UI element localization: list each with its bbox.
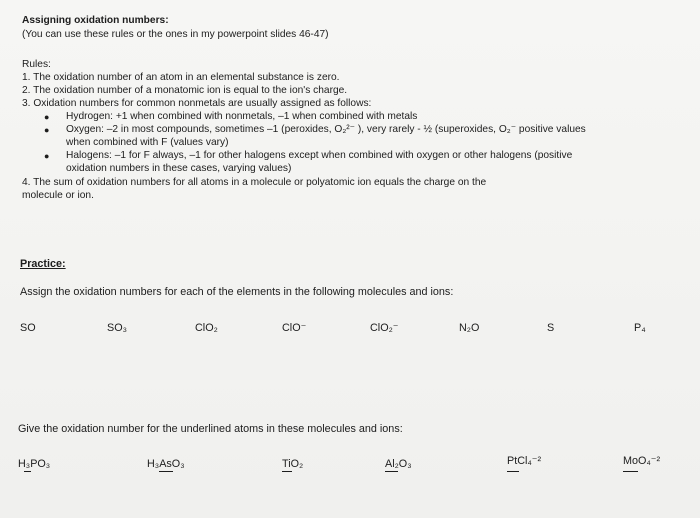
rule-4-continued: molecule or ion. (22, 190, 94, 201)
underlined-formula-moo4: MoO₄⁻² (623, 455, 661, 467)
practice-formula-s: S (547, 322, 555, 334)
practice-formula-so: SO (20, 322, 36, 334)
practice-formula-p4: P₄ (634, 322, 646, 334)
underline-ti (282, 471, 292, 472)
underlined-formula-h3aso3: H₃AsO₃ (147, 458, 185, 470)
rule-3-hydrogen: Hydrogen: +1 when combined with nonmetals, –1 when combined with metals (66, 111, 418, 122)
practice-formula-clo2: ClO₂ (195, 322, 218, 334)
rule-3-oxygen: Oxygen: –2 in most compounds, sometimes –1 (peroxides, O₂²⁻ ), very rarely - ½ (superoxides, O₂⁻ positive values (66, 124, 586, 135)
practice-formula-n2o: N₂O (459, 322, 480, 334)
rule-2: 2. The oxidation number of a monatomic ion is equal to the ion's charge. (22, 85, 348, 96)
worksheet-note: (You can use these rules or the ones in my powerpoint slides 46-47) (22, 29, 329, 40)
rule-3-halogens: Halogens: –1 for F always, –1 for other halogens except when combined with oxygen or other halogens (positive (66, 150, 573, 161)
rule-4: 4. The sum of oxidation numbers for all atoms in a molecule or polyatomic ion equals the charge on the (22, 177, 487, 188)
bullet-halogens: ● (44, 151, 50, 161)
underline-as (159, 471, 173, 472)
underlined-formula-h3po3 (18, 458, 50, 470)
bullet-oxygen: ● (44, 125, 50, 135)
rule-3: 3. Oxidation numbers for common nonmetals are usually assigned as follows: (22, 98, 372, 109)
underline-al (385, 471, 398, 472)
underlined-formula-ptcl4: PtCl₄⁻² (507, 455, 542, 467)
formula-h3po3-text: H₃PO₃ (18, 458, 51, 470)
underline-p (24, 471, 31, 472)
practice-heading: Practice: (20, 258, 66, 270)
worksheet-title: Assigning oxidation numbers: (22, 15, 169, 26)
rule-3-halogens-continued: oxidation numbers in these cases, varying values) (66, 163, 292, 174)
bullet-hydrogen: ● (44, 112, 50, 122)
underlined-formula-al2o3: Al₂O₃ (385, 458, 412, 470)
rule-1: 1. The oxidation number of an atom in an elemental substance is zero. (22, 72, 340, 83)
underline-mo (623, 471, 638, 472)
underline-pt (507, 471, 519, 472)
practice-formula-so3: SO₃ (107, 322, 127, 334)
underlined-formula-tio2: TiO₂ (282, 458, 304, 470)
practice-formula-clo-ion: ClO⁻ (282, 322, 307, 334)
practice-instruction: Assign the oxidation numbers for each of the elements in the following molecules and ions: (20, 286, 454, 298)
underlined-instruction: Give the oxidation number for the underlined atoms in these molecules and ions: (18, 423, 403, 435)
practice-formula-clo2-ion: ClO₂⁻ (370, 322, 399, 334)
rules-heading: Rules: (22, 59, 51, 70)
rule-3-oxygen-continued: when combined with F (values vary) (66, 137, 229, 148)
